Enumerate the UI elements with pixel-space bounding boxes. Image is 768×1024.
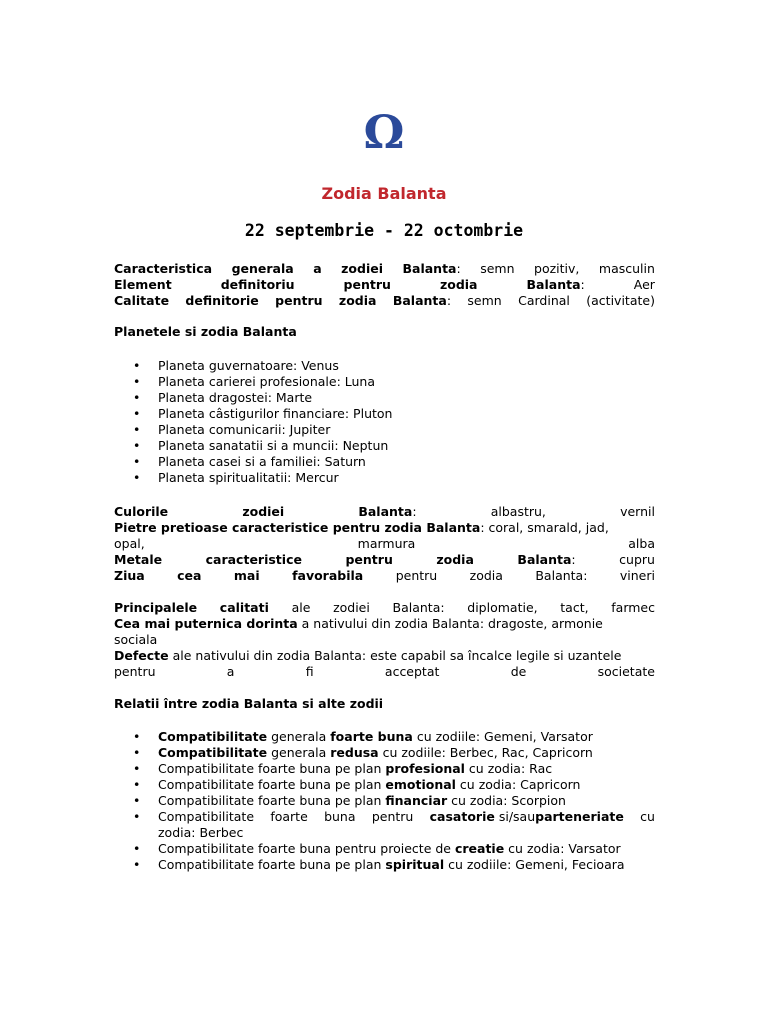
list-item: • Planeta câstigurilor financiare: Pluton xyxy=(114,406,655,422)
attributes-block xyxy=(114,504,655,584)
qualities-line: Principalele calitati ale zodiei Balanta: diplomatie, tact, farmec xyxy=(114,600,655,615)
char-line-general: Caracteristica generala a zodiei Balanta: semn pozitiv, masculin xyxy=(114,261,655,276)
stones-line: Pietre pretioase caracteristice pentru zodia Balanta: coral, smarald, jad, xyxy=(114,520,609,535)
libra-symbol-icon: Ω xyxy=(363,105,405,159)
list-item: • Compatibilitate foarte buna pentru casatorie si/sauparteneriate cu zodia: Berbec xyxy=(114,809,655,841)
characteristics-block xyxy=(114,261,655,309)
planets-list xyxy=(114,358,655,486)
defects-line-cont: pentru a fi acceptat de societate xyxy=(114,664,655,679)
list-item: • Planeta casei si a familiei: Saturn xyxy=(114,454,655,470)
list-item: • Planeta carierei profesionale: Luna xyxy=(114,374,655,390)
list-item: • Compatibilitate foarte buna pe plan emotional cu zodia: Capricorn xyxy=(114,777,655,793)
list-item: • Compatibilitate foarte buna pe plan profesional cu zodia: Rac xyxy=(114,761,655,777)
relations-heading: Relatii între zodia Balanta si alte zodii xyxy=(114,696,384,711)
list-item: • Compatibilitate foarte buna pentru proiecte de creatie cu zodia: Varsator xyxy=(114,841,655,857)
list-item: • Planeta sanatatii si a muncii: Neptun xyxy=(114,438,655,454)
list-item: • Compatibilitate generala redusa cu zodiile: Berbec, Rac, Capricorn xyxy=(114,745,655,761)
char-line-quality: Calitate definitorie pentru zodia Balanta: semn Cardinal (activitate) xyxy=(114,293,655,308)
colors-line: Culorile zodiei Balanta: albastru, vernil xyxy=(114,504,655,519)
list-item: • Compatibilitate foarte buna pe plan financiar cu zodia: Scorpion xyxy=(114,793,655,809)
relations-list xyxy=(114,729,655,873)
list-item: • Planeta comunicarii: Jupiter xyxy=(114,422,655,438)
list-item: • Compatibilitate generala foarte buna cu zodiile: Gemeni, Varsator xyxy=(114,729,655,745)
page-title: Zodia Balanta xyxy=(321,184,447,203)
metals-line: Metale caracteristice pentru zodia Balanta: cupru xyxy=(114,552,655,567)
traits-block xyxy=(114,600,655,680)
list-item: • Planeta dragostei: Marte xyxy=(114,390,655,406)
stones-line-cont: opal, marmura alba xyxy=(114,536,655,551)
list-item: • Planeta spiritualitatii: Mercur xyxy=(114,470,655,486)
list-item: • Compatibilitate foarte buna pe plan spiritual cu zodiile: Gemeni, Fecioara xyxy=(114,857,655,873)
defects-line: Defecte ale nativului din zodia Balanta: este capabil sa încalce legile si uzantele xyxy=(114,648,622,663)
list-item: • Planeta guvernatoare: Venus xyxy=(114,358,655,374)
char-line-element: Element definitoriu pentru zodia Balanta: Aer xyxy=(114,277,655,292)
desire-line: Cea mai puternica dorinta a nativului din zodia Balanta: dragoste, armonie xyxy=(114,616,603,631)
date-range: 22 septembrie - 22 octombrie xyxy=(244,221,524,240)
desire-line-cont: sociala xyxy=(114,632,158,647)
planets-heading: Planetele si zodia Balanta xyxy=(114,324,297,339)
day-line: Ziua cea mai favorabila pentru zodia Balanta: vineri xyxy=(114,568,655,583)
